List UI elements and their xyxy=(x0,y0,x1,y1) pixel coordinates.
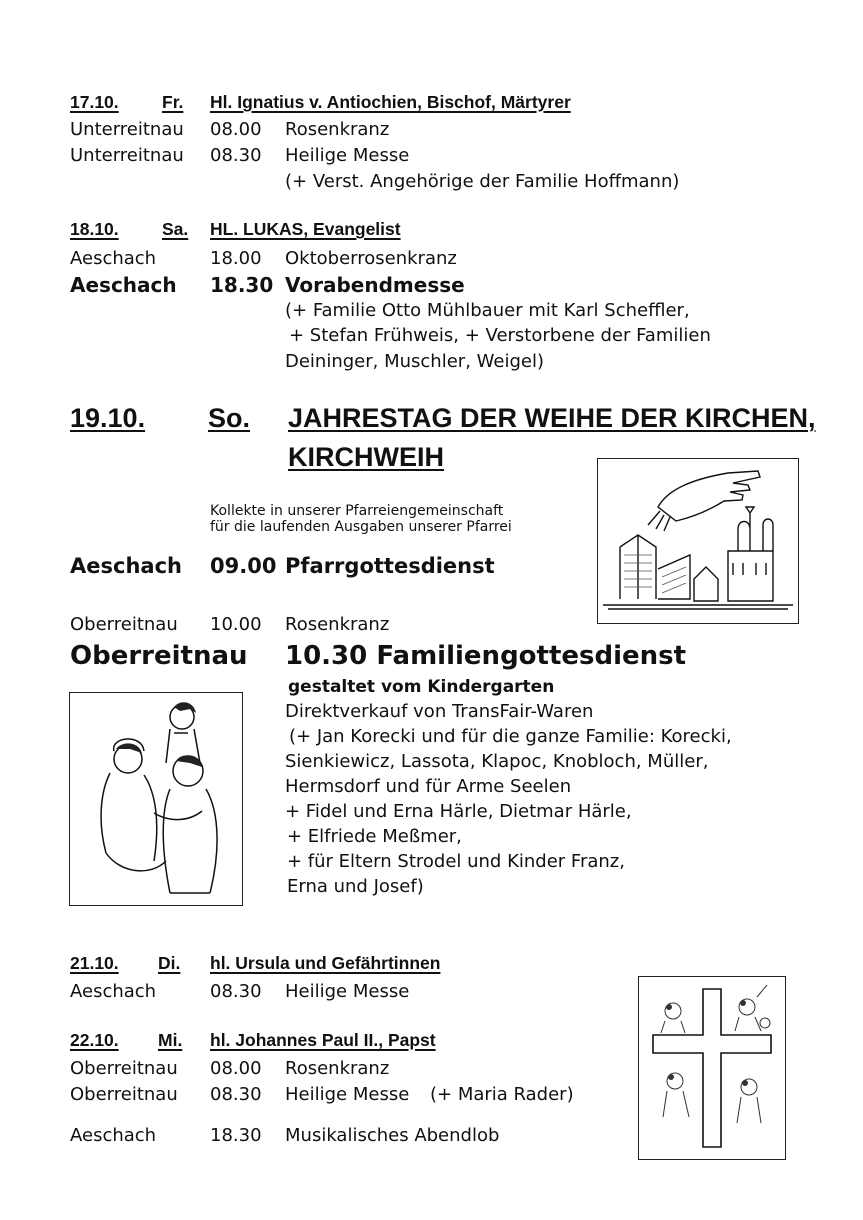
collection-note: für die laufenden Ausgaben unserer Pfarrei xyxy=(210,519,512,535)
event-place: Oberreitnau xyxy=(70,1058,178,1079)
event-place: Oberreitnau xyxy=(70,641,248,671)
event-title: Musikalisches Abendlob xyxy=(285,1125,500,1146)
day-header-17 xyxy=(70,92,670,114)
event-row xyxy=(70,1084,610,1108)
intention-line: Direktverkauf von TransFair-Waren xyxy=(285,701,594,722)
event-row xyxy=(70,981,570,1005)
day-header-22 xyxy=(70,1030,630,1052)
day-date: 17.10. xyxy=(70,92,119,112)
intention-line: Deininger, Muschler, Weigel) xyxy=(285,351,544,372)
event-row-highlight xyxy=(70,641,770,675)
event-time: 10.30 Familiengottesdienst xyxy=(285,641,687,671)
event-title: Oktoberrosenkranz xyxy=(285,248,457,269)
event-row xyxy=(70,1125,610,1149)
event-title: Heilige Messe xyxy=(285,1084,410,1105)
event-title: Rosenkranz xyxy=(285,119,390,140)
event-place: Oberreitnau xyxy=(70,614,178,635)
day-feast: KIRCHWEIH xyxy=(288,442,444,472)
event-time: 08.00 xyxy=(210,1058,262,1079)
event-time: 08.00 xyxy=(210,119,262,140)
event-row xyxy=(70,1058,610,1082)
event-row xyxy=(70,614,570,638)
day-feast: hl. Johannes Paul II., Papst xyxy=(210,1030,436,1050)
day-header-21 xyxy=(70,953,670,975)
event-row-highlight xyxy=(70,273,770,299)
day-header-19 xyxy=(70,403,830,437)
day-weekday: Fr. xyxy=(162,92,184,112)
cross-saints-illustration xyxy=(638,976,786,1160)
event-time: 09.00 xyxy=(210,554,277,578)
event-place: Aeschach xyxy=(70,981,157,1002)
event-place: Unterreitnau xyxy=(70,145,184,166)
intention-line: (+ Familie Otto Mühlbauer mit Karl Scheffler, xyxy=(285,300,690,321)
event-place: Oberreitnau xyxy=(70,1084,178,1105)
church-blessing-illustration xyxy=(597,458,799,624)
collection-note: Kollekte in unserer Pfarreiengemeinschaft xyxy=(210,503,504,519)
cross-icon xyxy=(639,977,785,1159)
day-header-18 xyxy=(70,219,670,241)
event-row xyxy=(70,248,770,272)
event-time: 10.00 xyxy=(210,614,262,635)
event-time: 08.30 xyxy=(210,145,262,166)
event-title: Vorabendmesse xyxy=(285,273,465,297)
day-date: 21.10. xyxy=(70,953,119,973)
intention-line: Hermsdorf und für Arme Seelen xyxy=(285,776,572,797)
day-feast: HL. LUKAS, Evangelist xyxy=(210,219,401,239)
intention-line: + Elfriede Meßmer, xyxy=(287,826,462,847)
event-place: Unterreitnau xyxy=(70,119,184,140)
intention-line: (+ Jan Korecki und für die ganze Familie: Korecki, xyxy=(289,726,732,747)
church-hand-icon xyxy=(598,459,798,623)
day-date: 18.10. xyxy=(70,219,119,239)
day-feast: Hl. Ignatius v. Antiochien, Bischof, Märtyrer xyxy=(210,92,571,112)
event-title: Heilige Messe xyxy=(285,145,410,166)
event-time: 18.00 xyxy=(210,248,262,269)
event-time: 18.30 xyxy=(210,1125,262,1146)
event-title: Rosenkranz xyxy=(285,1058,390,1079)
event-place: Aeschach xyxy=(70,273,177,297)
day-feast-line2 xyxy=(288,442,488,476)
day-feast: hl. Ursula und Gefährtinnen xyxy=(210,953,441,973)
day-weekday: Di. xyxy=(158,953,181,973)
family-icon xyxy=(70,693,242,905)
event-row-highlight xyxy=(70,554,570,582)
event-time: 08.30 xyxy=(210,981,262,1002)
family-illustration xyxy=(69,692,243,906)
event-subtitle: gestaltet vom Kindergarten xyxy=(288,677,555,697)
day-weekday: Sa. xyxy=(162,219,189,239)
day-weekday: So. xyxy=(208,403,251,433)
intention-line: (+ Verst. Angehörige der Familie Hoffmann) xyxy=(285,171,680,192)
event-title: Heilige Messe xyxy=(285,981,410,1002)
event-title: Pfarrgottesdienst xyxy=(285,554,495,578)
intention-line: Sienkiewicz, Lassota, Klapoc, Knobloch, Müller, xyxy=(285,751,709,772)
day-date: 19.10. xyxy=(70,403,146,433)
intention-line: + Stefan Frühweis, + Verstorbene der Familien xyxy=(289,325,711,346)
intention-line: Erna und Josef) xyxy=(287,876,424,897)
day-weekday: Mi. xyxy=(158,1030,183,1050)
event-place: Aeschach xyxy=(70,248,157,269)
event-time: 08.30 xyxy=(210,1084,262,1105)
event-time: 18.30 xyxy=(210,273,274,297)
day-feast: JAHRESTAG DER WEIHE DER KIRCHEN, xyxy=(288,403,816,433)
event-intention: (+ Maria Rader) xyxy=(430,1084,574,1105)
day-date: 22.10. xyxy=(70,1030,119,1050)
intention-line: + für Eltern Strodel und Kinder Franz, xyxy=(287,851,625,872)
event-row xyxy=(70,119,770,143)
event-title: Rosenkranz xyxy=(285,614,390,635)
event-place: Aeschach xyxy=(70,1125,157,1146)
event-place: Aeschach xyxy=(70,554,182,578)
intention-line: + Fidel und Erna Härle, Dietmar Härle, xyxy=(285,801,632,822)
event-row xyxy=(70,145,770,169)
